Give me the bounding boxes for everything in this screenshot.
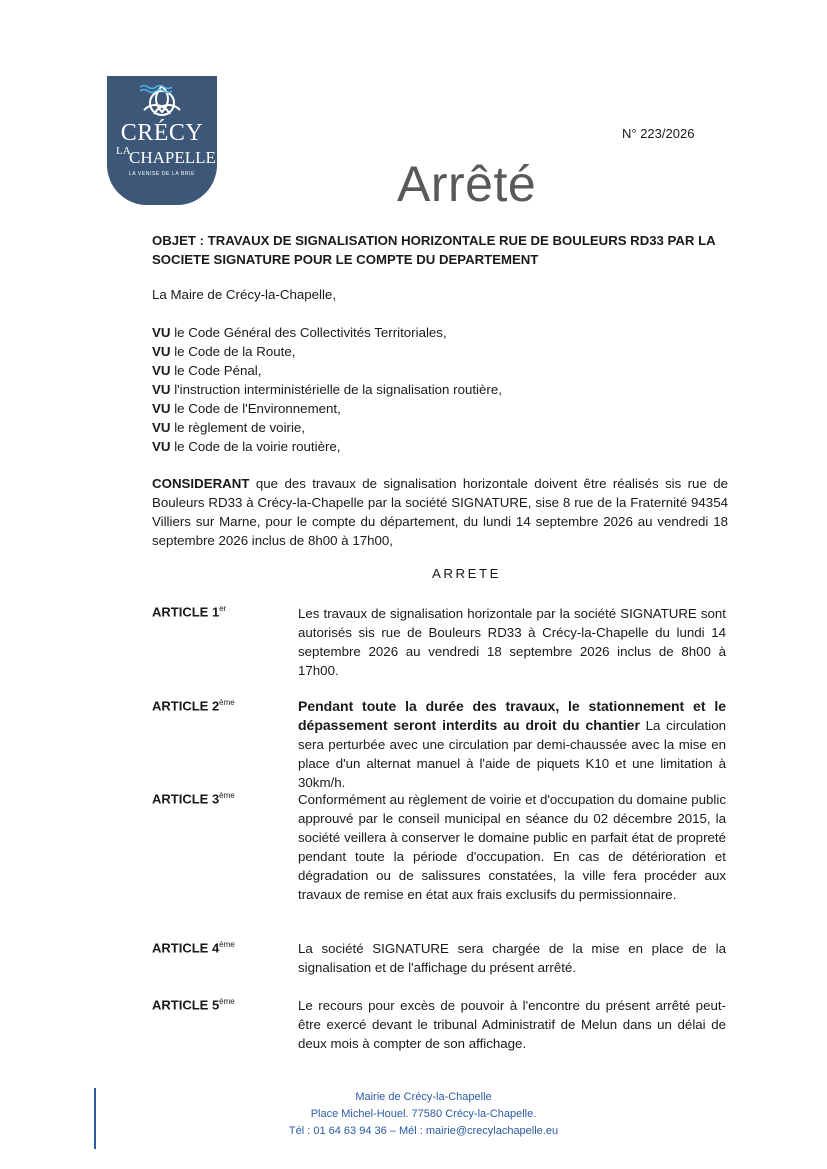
vu-keyword: VU xyxy=(152,363,171,378)
article-label-text: ARTICLE 2 xyxy=(152,698,220,714)
logo-crecy-text: CRÉCY xyxy=(120,120,204,146)
article-5-label xyxy=(152,997,235,1012)
vu-item xyxy=(152,361,502,380)
article-label-sup: ème xyxy=(219,791,235,800)
footer-line-1: Mairie de Crécy-la-Chapelle xyxy=(355,1091,492,1103)
vu-keyword: VU xyxy=(152,382,171,397)
vu-text: le Code Général des Collectivités Territoriales, xyxy=(174,325,447,340)
article-1-text: Les travaux de signalisation horizontale par la société SIGNATURE sont autorisés sis rue de Bouleurs RD33 à Crécy-la-Chapelle du lundi 14 septembre 2026 au vendredi 18 septembre 2026 inclus de 8h00 à 17h00. xyxy=(298,606,726,678)
article-label-sup: er xyxy=(219,604,227,613)
article-label-text: ARTICLE 1 xyxy=(152,604,220,620)
logo-chapelle-text: CHAPELLE xyxy=(129,148,216,167)
vu-item xyxy=(152,380,502,399)
article-label-sup: ème xyxy=(219,698,235,707)
vu-keyword: VU xyxy=(152,439,171,454)
vu-keyword: VU xyxy=(152,325,171,340)
page-title: Arrêté xyxy=(397,156,537,212)
vu-item xyxy=(152,399,502,418)
vu-text: l'instruction interministérielle de la signalisation routière, xyxy=(174,382,502,397)
article-5-text: Le recours pour excès de pouvoir à l'encontre du présent arrêté peut-être exercé devant le tribunal Administratif de Melun dans un délai de deux mois à compter de son affichage. xyxy=(298,998,726,1051)
footer-line-2: Place Michel-Houel. 77580 Crécy-la-Chapelle. xyxy=(310,1108,537,1120)
considerant-paragraph xyxy=(152,474,728,550)
article-2-bold-text: Pendant toute la durée des travaux, le stationnement et le dépassement seront interdits au droit du chantier xyxy=(298,698,726,733)
article-3-label xyxy=(152,791,235,806)
considerant-keyword: CONSIDERANT xyxy=(152,476,250,491)
article-label-text: ARTICLE 5 xyxy=(152,997,220,1013)
vu-item xyxy=(152,342,502,361)
article-4-text: La société SIGNATURE sera chargée de la mise en place de la signalisation et de l'affichage du présent arrêté. xyxy=(298,941,726,975)
town-logo xyxy=(107,76,217,205)
vu-text: le Code Pénal, xyxy=(174,363,262,378)
article-2-text xyxy=(298,697,726,792)
vu-text: le règlement de voirie, xyxy=(174,420,306,435)
vu-keyword: VU xyxy=(152,344,171,359)
vu-list xyxy=(152,323,502,456)
vu-keyword: VU xyxy=(152,401,171,416)
article-label-sup: ème xyxy=(219,997,235,1006)
considerant-text: que des travaux de signalisation horizontale doivent être réalisés sis rue de Bouleurs RD33 à Crécy-la-Chapelle par la société SIGNATURE, sise 8 rue de la Fraternité 94354 Villiers sur Marne, pour le compte du département, du lundi 14 septembre 2026 au vendredi 18 septembre 2026 inclus de 8h00 à 17h00, xyxy=(152,476,728,548)
article-label-sup: ème xyxy=(219,940,235,949)
vu-keyword: VU xyxy=(152,420,171,435)
maire-line: La Maire de Crécy-la-Chapelle, xyxy=(152,287,337,302)
arrete-heading: ARRETE xyxy=(432,566,501,581)
objet-line: OBJET : TRAVAUX DE SIGNALISATION HORIZONTALE RUE DE BOULEURS RD33 PAR LA SOCIETE SIGNATURE POUR LE COMPTE DU DEPARTEMENT xyxy=(152,233,716,267)
article-3-text: Conformément au règlement de voirie et d'occupation du domaine public approuvé par le conseil municipal en séance du 02 décembre 2015, la société veillera à conserver le domaine public en parfait état de propreté pendant toute la période d'occupation. En cas de détérioration et dégradation ou de salissures constatées, la ville fera procéder aux travaux de remise en état aux frais exclusifs du permissionnaire. xyxy=(298,792,726,902)
article-4-label xyxy=(152,940,235,955)
footer-line-3: Tél : 01 64 63 94 36 – Mél : mairie@crecylachapelle.eu xyxy=(288,1125,559,1137)
footer xyxy=(0,1089,827,1140)
vu-text: le Code de la voirie routière, xyxy=(174,439,341,454)
vu-item xyxy=(152,418,502,437)
logo-la-text: LA xyxy=(116,145,131,157)
vu-item xyxy=(152,323,502,342)
vu-text: le Code de la Route, xyxy=(174,344,296,359)
vu-text: le Code de l'Environnement, xyxy=(174,401,341,416)
article-label-text: ARTICLE 4 xyxy=(152,940,220,956)
waves-icon xyxy=(140,84,172,94)
article-2-label xyxy=(152,698,235,713)
arrete-number: N° 223/2026 xyxy=(622,126,695,141)
article-1-label xyxy=(152,604,226,619)
article-label-text: ARTICLE 3 xyxy=(152,791,220,807)
logo-tagline: LA VENISE DE LA BRIE xyxy=(128,171,196,177)
vu-item xyxy=(152,437,502,456)
article-2-body: La circulation sera perturbée avec une circulation par demi-chaussée avec la mise en place d'un alternat manuel à l'aide de piquets K10 et une limitation à 30km/h. xyxy=(298,718,726,790)
